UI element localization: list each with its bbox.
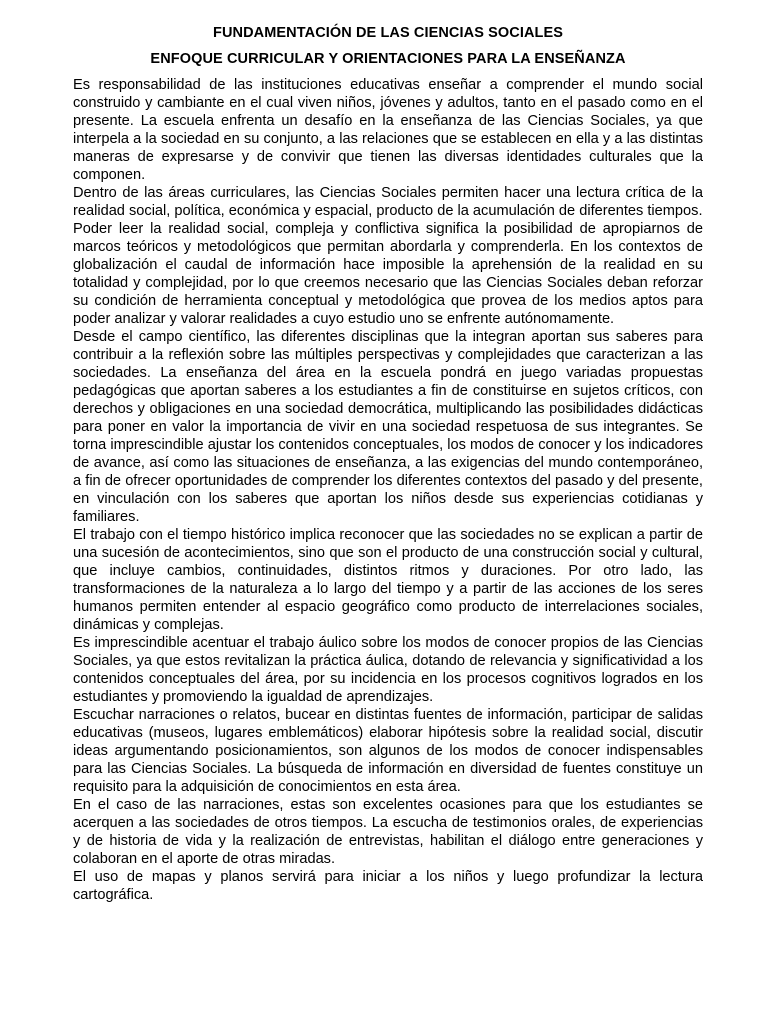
document-page bbox=[73, 24, 703, 904]
document-title: FUNDAMENTACIÓN DE LAS CIENCIAS SOCIALES bbox=[212, 25, 564, 41]
paragraph-6: Es imprescindible acentuar el trabajo áulico sobre los modos de conocer propios de las Ciencias Sociales, ya que estos revitalizan la práctica áulica, dotando de relevancia y significatividad a los contenidos conceptuales del área, por su incidencia en los procesos cognitivos logrados en los estudiantes y promoviendo la igualdad de aprendizajes. bbox=[73, 635, 703, 705]
document-subtitle: ENFOQUE CURRICULAR Y ORIENTACIONES PARA LA ENSEÑANZA bbox=[150, 51, 626, 67]
paragraph-8: En el caso de las narraciones, estas son excelentes ocasiones para que los estudiantes se acerquen a las sociedades de otros tiempos. La escucha de testimonios orales, de experiencias y de historia de vida y la realización de entrevistas, habilitan el diálogo entre generaciones y colaboran en el aporte de otras miradas. bbox=[73, 797, 703, 867]
paragraph-4: Desde el campo científico, las diferentes disciplinas que la integran aportan sus saberes para contribuir a la reflexión sobre las múltiples perspectivas y complejidades que caracterizan a las sociedades. La enseñanza del área en la escuela pondrá en juego variadas propuestas pedagógicas que aportan saberes a los estudiantes a fin de constituirse en sujetos críticos, con derechos y obligaciones en una sociedad democrática, multiplicando las posibilidades didácticas para poner en valor la importancia de vivir en una sociedad respetuosa de sus integrantes. Se torna imprescindible ajustar los contenidos conceptuales, los modos de conocer y los indicadores de avance, así como las situaciones de enseñanza, a las exigencias del mundo contemporáneo, a fin de ofrecer oportunidades de comprender los diferentes contextos del pasado y del presente, en vinculación con los saberes que aportan los niños desde sus experiencias cotidianas y familiares. bbox=[73, 329, 703, 525]
paragraph-1: Es responsabilidad de las instituciones educativas enseñar a comprender el mundo social construido y cambiante en el cual viven niños, jóvenes y adultos, tanto en el pasado como en el presente. La escuela enfrenta un desafío en la enseñanza de las Ciencias Sociales, ya que interpela a la sociedad en su conjunto, a las relaciones que se establecen en ella y a las distintas maneras de expresarse y de convivir que tienen las diversas identidades culturales que la componen. bbox=[73, 77, 703, 183]
paragraph-2: Dentro de las áreas curriculares, las Ciencias Sociales permiten hacer una lectura crítica de la realidad social, política, económica y espacial, producto de la acumulación de diferentes tiempos. bbox=[73, 185, 703, 219]
paragraph-5: El trabajo con el tiempo histórico implica reconocer que las sociedades no se explican a partir de una sucesión de acontecimientos, sino que son el producto de una construcción social y cultural, que incluye cambios, continuidades, distintos ritmos y duraciones. Por otro lado, las transformaciones de la naturaleza a lo largo del tiempo y a partir de las acciones de los seres humanos permiten entender al espacio geográfico como producto de interrelaciones sociales, dinámicas y complejas. bbox=[73, 527, 703, 633]
paragraph-3: Poder leer la realidad social, compleja y conflictiva significa la posibilidad de apropiarnos de marcos teóricos y metodológicos que permitan abordarla y comprenderla. En los contextos de globalización el caudal de información hace imposible la aprehensión de la realidad en su totalidad y complejidad, por lo que creemos necesario que las Ciencias Sociales deban reforzar su condición de herramienta conceptual y metodológica que provea de los medios aptos para poder analizar y valorar realidades a cuyo estudio uno se enfrente autónomamente. bbox=[73, 221, 703, 327]
paragraph-7: Escuchar narraciones o relatos, bucear en distintas fuentes de información, participar de salidas educativas (museos, lugares emblemáticos) elaborar hipótesis sobre la realidad social, discutir ideas argumentando posicionamientos, son algunos de los modos de conocer indispensables para las Ciencias Sociales. La búsqueda de información en diversidad de fuentes constituye un requisito para la adquisición de conocimientos en esta área. bbox=[73, 707, 703, 795]
paragraph-9: El uso de mapas y planos servirá para iniciar a los niños y luego profundizar la lectura cartográfica. bbox=[73, 869, 703, 903]
